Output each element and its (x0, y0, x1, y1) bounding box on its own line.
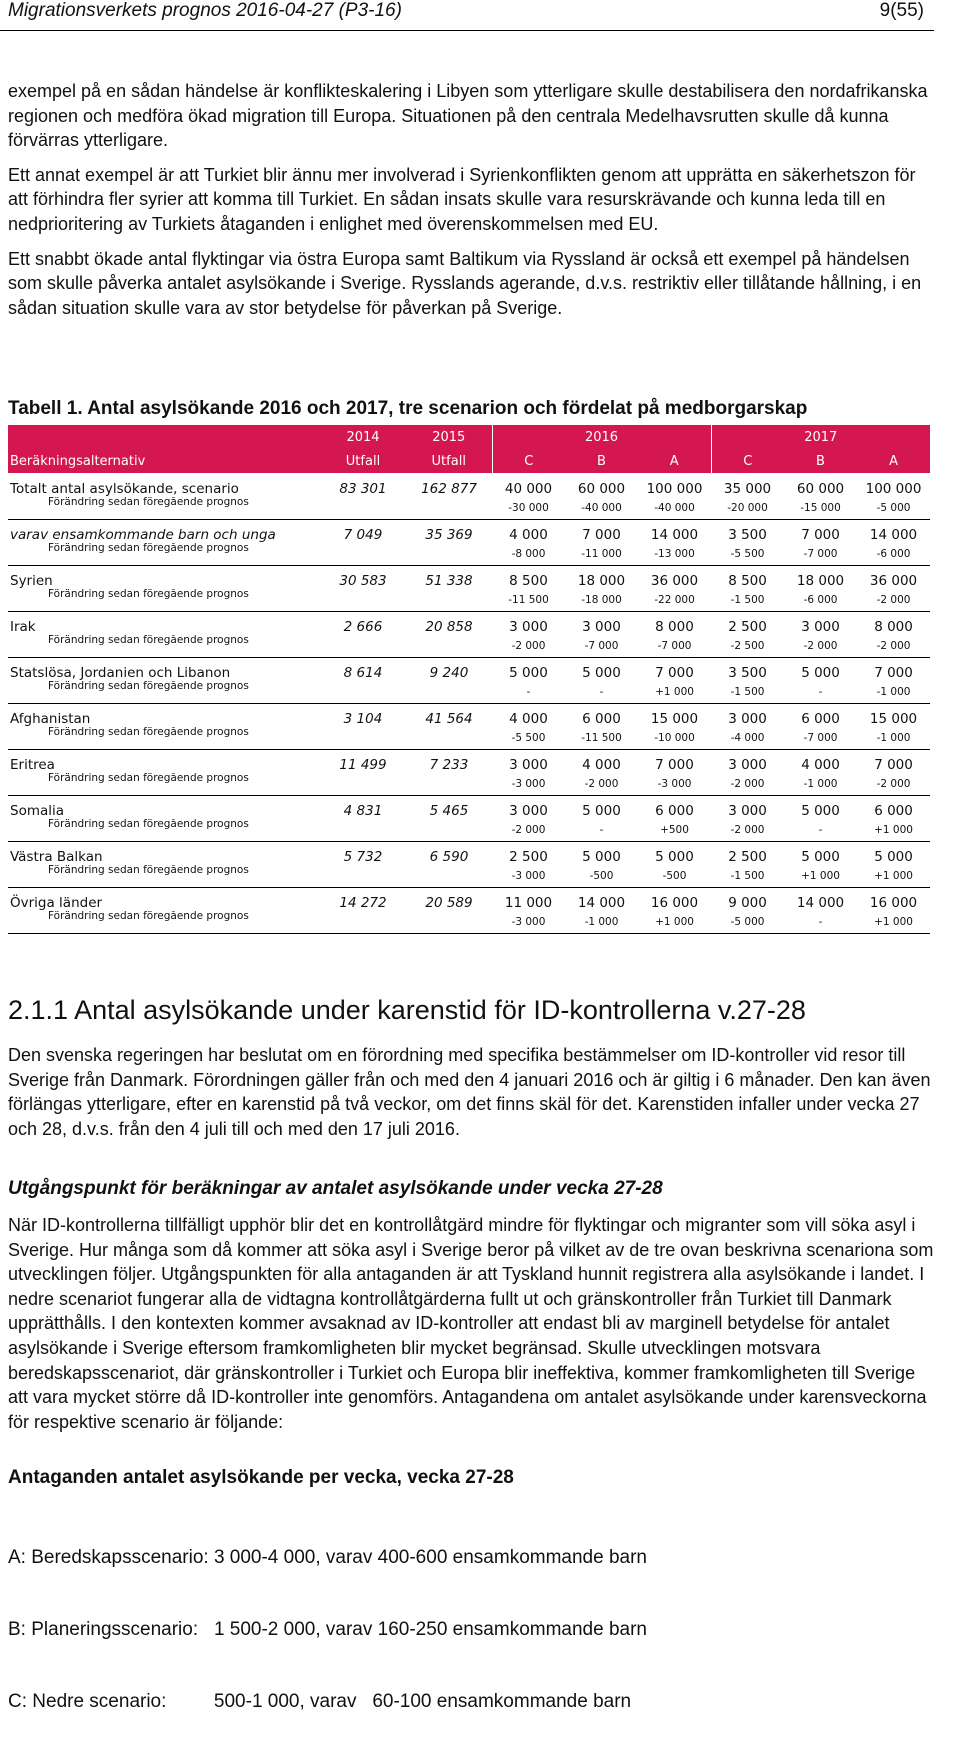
cell-2016-c: 4 000 (509, 711, 548, 727)
row-label: Afghanistan (10, 711, 91, 727)
cell-2015: 20 589 (425, 895, 473, 911)
cell-2015: 6 590 (429, 849, 469, 865)
change-label-cell (8, 727, 320, 750)
cell-2016-c: 40 000 (504, 481, 553, 497)
table-row (8, 704, 930, 728)
change-label: Förändring sedan föregående prognos (48, 819, 249, 830)
empty-cell (320, 819, 406, 842)
cell-2016-a: 8 000 (655, 619, 694, 635)
cell-2015: 5 465 (429, 803, 469, 819)
cell-2016-a: 15 000 (650, 711, 699, 727)
cell-2017-a: 16 000 (869, 895, 918, 911)
change-cell: - (784, 911, 857, 934)
cell-2014: 11 499 (339, 757, 387, 773)
change-label: Förändring sedan föregående prognos (48, 773, 249, 784)
change-cell: -8 000 (492, 543, 565, 566)
cell-2017-a: 7 000 (874, 665, 913, 681)
cell-2016-a: 7 000 (655, 757, 694, 773)
header-sub: Utfall (406, 449, 492, 474)
change-label: Förändring sedan föregående prognos (48, 727, 249, 738)
cell-2016-b: 3 000 (582, 619, 621, 635)
cell-2016-b: 60 000 (577, 481, 626, 497)
change-label-cell (8, 911, 320, 934)
cell-2017-b: 7 000 (801, 527, 840, 543)
change-cell: -6 000 (857, 543, 930, 566)
change-cell: -3 000 (638, 773, 711, 796)
cell-2016-a: 7 000 (655, 665, 694, 681)
assumption-item: B: Planeringsscenario: 1 500-2 000, varav 160-250 ensamkommande barn (8, 1619, 647, 1640)
empty-cell (406, 865, 492, 888)
cell-2016-b: 4 000 (582, 757, 621, 773)
change-label: Förändring sedan föregående prognos (48, 865, 249, 876)
change-cell: -40 000 (638, 497, 711, 520)
empty-cell (406, 681, 492, 704)
assumption-item: C: Nedre scenario: 500-1 000, varav 60-100 ensamkommande barn (8, 1691, 632, 1712)
change-cell: -13 000 (638, 543, 711, 566)
row-label: Statslösa, Jordanien och Libanon (10, 665, 231, 681)
cell-2017-b: 18 000 (796, 573, 845, 589)
cell-2017-c: 3 000 (728, 757, 767, 773)
cell-2016-a: 36 000 (650, 573, 699, 589)
empty-cell (320, 911, 406, 934)
table-row (8, 796, 930, 820)
table-change-row (8, 819, 930, 842)
change-label: Förändring sedan föregående prognos (48, 543, 249, 554)
cell-2016-c: 8 500 (509, 573, 548, 589)
table-header-years (8, 425, 930, 449)
change-label: Förändring sedan föregående prognos (48, 911, 249, 922)
change-cell: -6 000 (784, 589, 857, 612)
year-2015: 2015 (406, 425, 492, 449)
table-change-row (8, 865, 930, 888)
cell-2015: 20 858 (425, 619, 473, 635)
table-change-row (8, 497, 930, 520)
year-2014: 2014 (320, 425, 406, 449)
row-label: Irak (10, 619, 36, 635)
cell-2017-c: 35 000 (723, 481, 772, 497)
empty-cell (406, 589, 492, 612)
change-cell: -5 500 (711, 543, 784, 566)
table-row (8, 612, 930, 636)
cell-2017-a: 6 000 (874, 803, 913, 819)
table-row (8, 888, 930, 912)
change-cell: -11 500 (565, 727, 638, 750)
change-cell: -7 000 (784, 543, 857, 566)
change-cell: - (565, 819, 638, 842)
cell-2017-a: 14 000 (869, 527, 918, 543)
table-row (8, 474, 930, 498)
cell-2017-c: 3 500 (728, 665, 767, 681)
cell-2016-a: 16 000 (650, 895, 699, 911)
cell-2017-a: 8 000 (874, 619, 913, 635)
change-cell: +1 000 (857, 819, 930, 842)
cell-2016-c: 3 000 (509, 803, 548, 819)
change-cell: -40 000 (565, 497, 638, 520)
cell-2017-c: 8 500 (728, 573, 767, 589)
cell-2017-b: 5 000 (801, 803, 840, 819)
table-change-row (8, 589, 930, 612)
cell-2016-c: 5 000 (509, 665, 548, 681)
change-label: Förändring sedan föregående prognos (48, 589, 249, 600)
change-cell: - (565, 681, 638, 704)
change-cell: -2 000 (711, 773, 784, 796)
cell-2017-c: 3 000 (728, 711, 767, 727)
change-label-cell (8, 773, 320, 796)
section-heading: 2.1.1 Antal asylsökande under karenstid för ID-kontrollerna v.27-28 (8, 995, 806, 1025)
change-cell: -7 000 (565, 635, 638, 658)
change-cell: -500 (565, 865, 638, 888)
table-change-row (8, 681, 930, 704)
change-cell: -1 500 (711, 865, 784, 888)
empty-cell (320, 543, 406, 566)
change-cell: -18 000 (565, 589, 638, 612)
change-cell: -1 500 (711, 681, 784, 704)
change-cell: -1 000 (857, 727, 930, 750)
row-label: Eritrea (10, 757, 55, 773)
cell-2016-a: 100 000 (646, 481, 703, 497)
change-cell: -500 (638, 865, 711, 888)
empty-cell (320, 865, 406, 888)
change-cell: -2 000 (857, 635, 930, 658)
change-cell: -2 000 (492, 635, 565, 658)
empty-cell (406, 635, 492, 658)
change-cell: +1 000 (638, 681, 711, 704)
cell-2014: 7 049 (343, 527, 383, 543)
change-cell: +1 000 (784, 865, 857, 888)
change-cell: -4 000 (711, 727, 784, 750)
change-cell: - (784, 819, 857, 842)
cell-2015: 162 877 (421, 481, 477, 497)
change-label-cell (8, 543, 320, 566)
change-cell: -2 500 (711, 635, 784, 658)
cell-2016-b: 7 000 (582, 527, 621, 543)
change-label: Förändring sedan föregående prognos (48, 497, 249, 508)
cell-2017-a: 5 000 (874, 849, 913, 865)
cell-2016-b: 5 000 (582, 665, 621, 681)
empty-cell (406, 497, 492, 520)
cell-2016-b: 5 000 (582, 803, 621, 819)
header-sub: B (784, 449, 857, 474)
table-row (8, 566, 930, 590)
change-cell: +1 000 (857, 911, 930, 934)
cell-2014: 4 831 (343, 803, 383, 819)
cell-2017-c: 2 500 (728, 849, 767, 865)
year-2016: 2016 (492, 425, 711, 449)
change-cell: - (492, 681, 565, 704)
cell-2016-b: 14 000 (577, 895, 626, 911)
table-row (8, 750, 930, 774)
table-change-row (8, 727, 930, 750)
assumptions-list (8, 1498, 647, 1738)
empty-cell (406, 819, 492, 842)
cell-2016-c: 3 000 (509, 619, 548, 635)
cell-2016-a: 6 000 (655, 803, 694, 819)
cell-2015: 41 564 (425, 711, 473, 727)
cell-2015: 35 369 (425, 527, 473, 543)
change-cell: +1 000 (638, 911, 711, 934)
change-cell: -22 000 (638, 589, 711, 612)
cell-2017-b: 3 000 (801, 619, 840, 635)
change-cell: -30 000 (492, 497, 565, 520)
header-sub: C (711, 449, 784, 474)
cell-2014: 30 583 (339, 573, 387, 589)
change-cell: -10 000 (638, 727, 711, 750)
cell-2017-b: 5 000 (801, 665, 840, 681)
cell-2016-c: 11 000 (504, 895, 553, 911)
change-cell: +1 000 (857, 865, 930, 888)
row-label: Totalt antal asylsökande, scenario (10, 481, 239, 497)
change-cell: -3 000 (492, 773, 565, 796)
cell-2017-b: 60 000 (796, 481, 845, 497)
document-title: Migrationsverkets prognos 2016-04-27 (P3-16) (8, 0, 402, 21)
section-paragraph: När ID-kontrollerna tillfälligt upphör blir det en kontrollåtgärd mindre för flyktingar och migranter som vill söka asyl i Sverige. Hur många som då kommer att söka asyl i Sverige beror på vilket av de tre ovan beskrivna scenariona som utvecklingen följer. Utgångspunkten för alla antaganden är att Tyskland hunnit registrera alla asylsökande i landet. I nedre scenariot fungerar alla de vidtagna kontrollåtgärderna fullt ut och gränskontroller från Turkiet till Danmark upprätthålls. I den kontexten kommer avsaknad av ID-kontroller att endast bli av marginell betydelse för antalet asylsökande i Sverige eftersom framkomligheten blir mycket begränsad. Skulle utvecklingen motsvara beredskapsscenariot, där gränskontroller i Turkiet och Europa blir ineffektiva, kommer framkomligheten till Sverige att vara mycket större då ID-kontroller inte genomförs. Antagandena om antalet asylsökande under karensveckorna för respektive scenario är följande: (8, 1215, 934, 1432)
empty-cell (406, 773, 492, 796)
row-label: Västra Balkan (10, 849, 103, 865)
change-label-cell (8, 589, 320, 612)
cell-2017-b: 14 000 (796, 895, 845, 911)
change-cell: -5 000 (857, 497, 930, 520)
cell-2017-a: 100 000 (865, 481, 922, 497)
header-sub: Utfall (320, 449, 406, 474)
cell-2017-c: 2 500 (728, 619, 767, 635)
empty-cell (406, 727, 492, 750)
intro-paragraph: exempel på en sådan händelse är konflikteskalering i Libyen som ytterligare skulle destabilisera den nordafrikanska regionen och medföra ökad migration till Europa. Situationen på den centrala Medelhavsrutten skulle då kunna förvärras ytterligare. (8, 81, 928, 151)
change-cell: - (784, 681, 857, 704)
change-label: Förändring sedan föregående prognos (48, 635, 249, 646)
cell-2014: 3 104 (343, 711, 383, 727)
change-label-cell (8, 819, 320, 842)
cell-2017-c: 9 000 (728, 895, 767, 911)
table-row (8, 520, 930, 544)
change-cell: -1 000 (784, 773, 857, 796)
cell-2015: 9 240 (429, 665, 469, 681)
section-paragraph: Den svenska regeringen har beslutat om en förordning med specifika bestämmelser om ID-kontroller vid resor till Sverige från Danmark. Förordningen gäller från och med den 4 januari 2016 och är giltig i 6 månader. Den kan även förlängas ytterligare, efter en karenstid på två veckor, om det finns skäl för det. Karenstiden infaller under vecka 27 och 28, d.v.s. från den 4 juli till och med den 17 juli 2016. (8, 1045, 931, 1139)
table-change-row (8, 543, 930, 566)
table-change-row (8, 773, 930, 796)
change-cell: -3 000 (492, 865, 565, 888)
table-row (8, 658, 930, 682)
change-label-cell (8, 635, 320, 658)
section-subheading: Utgångspunkt för beräkningar av antalet asylsökande under vecka 27-28 (8, 1178, 663, 1199)
cell-2016-a: 5 000 (655, 849, 694, 865)
change-cell: -2 000 (565, 773, 638, 796)
cell-2017-c: 3 000 (728, 803, 767, 819)
row-label: varav ensamkommande barn och unga (10, 527, 276, 543)
table-change-row (8, 911, 930, 934)
cell-2017-a: 36 000 (869, 573, 918, 589)
change-cell: -5 000 (711, 911, 784, 934)
empty-cell (320, 727, 406, 750)
change-cell: -15 000 (784, 497, 857, 520)
intro-paragraph: Ett annat exempel är att Turkiet blir ännu mer involverad i Syrienkonflikten genom att upprätta en säkerhetszon för att förhindra fler syrier att komma till Turkiet. En sådan insats skulle vara resurskrävande och kunna leda till en nedprioritering av Turkiets åtaganden i enlighet med överenskommelsen med EU. (8, 164, 916, 234)
change-cell: -20 000 (711, 497, 784, 520)
change-label: Förändring sedan föregående prognos (48, 681, 249, 692)
cell-2015: 51 338 (425, 573, 473, 589)
assumptions-heading: Antaganden antalet asylsökande per vecka, vecka 27-28 (8, 1467, 514, 1488)
cell-2016-a: 14 000 (650, 527, 699, 543)
row-label: Syrien (10, 573, 53, 589)
table-row (8, 842, 930, 866)
cell-2014: 2 666 (343, 619, 383, 635)
cell-2015: 7 233 (429, 757, 469, 773)
change-label-cell (8, 497, 320, 520)
cell-2016-b: 6 000 (582, 711, 621, 727)
change-cell: -1 000 (857, 681, 930, 704)
cell-2014: 5 732 (343, 849, 383, 865)
cell-2014: 14 272 (339, 895, 387, 911)
cell-2017-c: 3 500 (728, 527, 767, 543)
change-cell: -5 500 (492, 727, 565, 750)
cell-2017-a: 15 000 (869, 711, 918, 727)
empty-cell (320, 635, 406, 658)
change-cell: -7 000 (638, 635, 711, 658)
change-cell: -7 000 (784, 727, 857, 750)
cell-2014: 8 614 (343, 665, 383, 681)
page-number: 9(55) (879, 0, 924, 21)
empty-cell (406, 543, 492, 566)
row-label: Somalia (10, 803, 65, 819)
change-cell: -2 000 (857, 589, 930, 612)
change-cell: +500 (638, 819, 711, 842)
change-cell: -11 000 (565, 543, 638, 566)
header-sub: B (565, 449, 638, 474)
empty-cell (320, 589, 406, 612)
change-label-cell (8, 681, 320, 704)
empty-cell (320, 497, 406, 520)
assumption-item: A: Beredskapsscenario: 3 000-4 000, varav 400-600 ensamkommande barn (8, 1547, 647, 1568)
change-cell: -1 500 (711, 589, 784, 612)
change-cell: -2 000 (711, 819, 784, 842)
table-change-row (8, 635, 930, 658)
cell-2017-a: 7 000 (874, 757, 913, 773)
empty-cell (406, 911, 492, 934)
cell-2016-c: 3 000 (509, 757, 548, 773)
cell-2014: 83 301 (339, 481, 387, 497)
page-header (0, 0, 934, 31)
cell-2016-c: 4 000 (509, 527, 548, 543)
change-cell: -11 500 (492, 589, 565, 612)
year-2017: 2017 (711, 425, 930, 449)
change-label-cell (8, 865, 320, 888)
cell-2017-b: 6 000 (801, 711, 840, 727)
table-header-sub (8, 449, 930, 474)
change-cell: -2 000 (784, 635, 857, 658)
change-cell: -3 000 (492, 911, 565, 934)
cell-2017-b: 4 000 (801, 757, 840, 773)
cell-2016-c: 2 500 (509, 849, 548, 865)
asylum-table (8, 425, 930, 934)
table-caption: Tabell 1. Antal asylsökande 2016 och 2017, tre scenarion och fördelat på medborgarskap (8, 398, 808, 419)
header-sub: A (857, 449, 930, 474)
header-sub: A (638, 449, 711, 474)
empty-cell (320, 681, 406, 704)
change-cell: -1 000 (565, 911, 638, 934)
cell-2016-b: 5 000 (582, 849, 621, 865)
empty-cell (320, 773, 406, 796)
header-sub: C (492, 449, 565, 474)
row-label: Övriga länder (10, 895, 103, 911)
header-label: Beräkningsalternativ (8, 449, 320, 474)
intro-text (8, 79, 938, 330)
intro-paragraph: Ett snabbt ökade antal flyktingar via östra Europa samt Baltikum via Ryssland är också ett exempel på händelsen som skulle påverka antalet asylsökande i Sverige. Rysslands agerande, d.v.s. restriktiv eller tillåtande hållning, i en sådan situation skulle vara av stor betydelse för påverkan på Sverige. (8, 248, 922, 318)
change-cell: -2 000 (857, 773, 930, 796)
cell-2017-b: 5 000 (801, 849, 840, 865)
change-cell: -2 000 (492, 819, 565, 842)
cell-2016-b: 18 000 (577, 573, 626, 589)
